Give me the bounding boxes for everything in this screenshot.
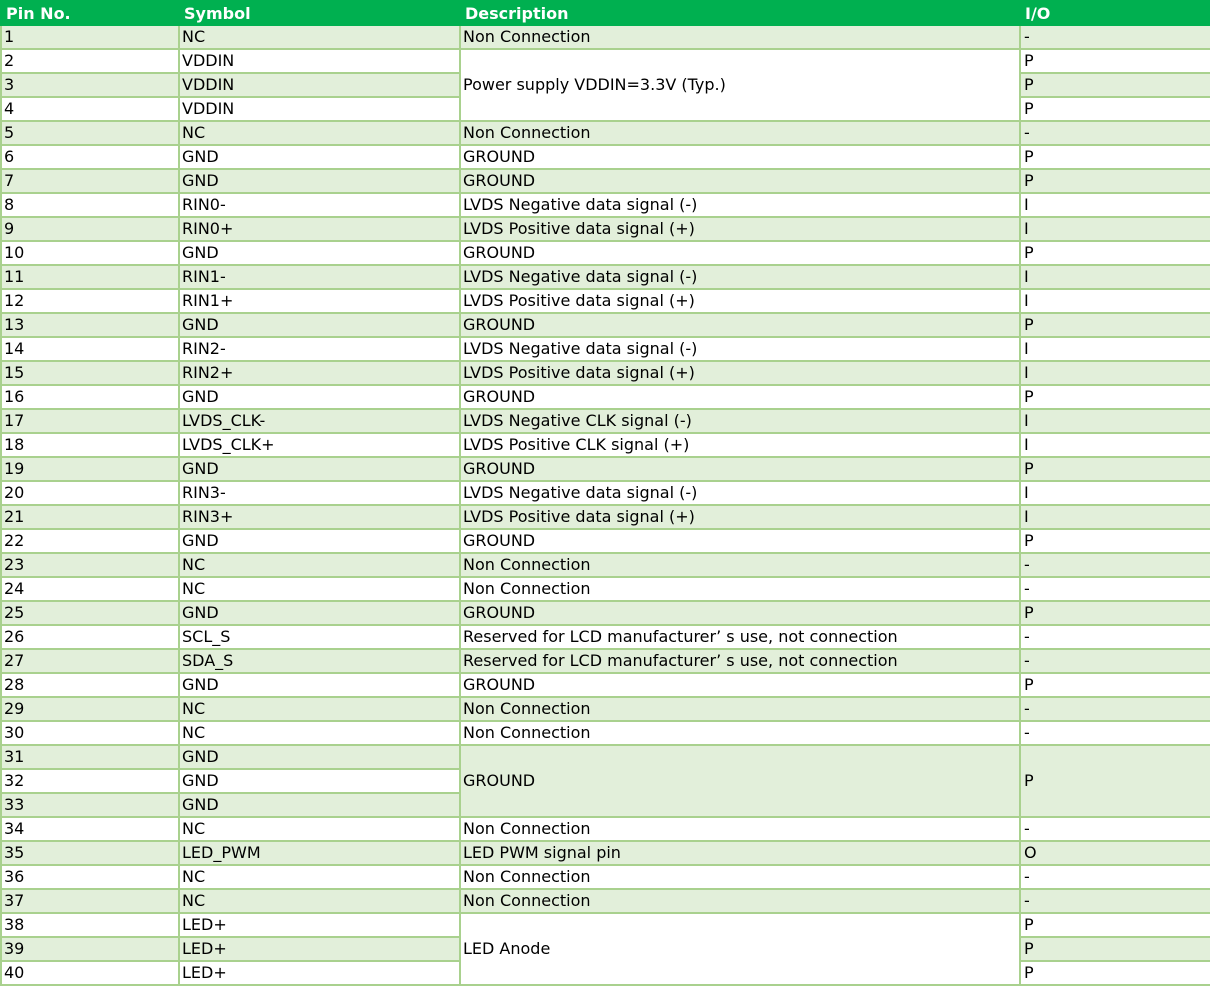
io-cell: P — [1020, 145, 1210, 169]
table-row — [1, 265, 1210, 289]
table-row — [1, 745, 1210, 769]
symbol-cell: GND — [179, 601, 460, 625]
description-cell: Non Connection — [460, 721, 1020, 745]
io-cell: - — [1020, 649, 1210, 673]
io-cell: I — [1020, 217, 1210, 241]
symbol-cell: NC — [179, 889, 460, 913]
io-cell: - — [1020, 577, 1210, 601]
table-row — [1, 673, 1210, 697]
description-cell: Power supply VDDIN=3.3V (Typ.) — [460, 49, 1020, 121]
table-row — [1, 25, 1210, 49]
symbol-cell: LVDS_CLK+ — [179, 433, 460, 457]
io-cell: P — [1020, 745, 1210, 817]
io-cell: P — [1020, 97, 1210, 121]
pin-number-cell: 1 — [1, 25, 179, 49]
table-row — [1, 193, 1210, 217]
header-io: I/O — [1020, 1, 1210, 25]
symbol-cell: GND — [179, 793, 460, 817]
description-cell: LVDS Negative data signal (-) — [460, 265, 1020, 289]
symbol-cell: VDDIN — [179, 97, 460, 121]
description-cell: GROUND — [460, 601, 1020, 625]
pin-number-cell: 32 — [1, 769, 179, 793]
table-row — [1, 145, 1210, 169]
description-cell: GROUND — [460, 145, 1020, 169]
pin-number-cell: 33 — [1, 793, 179, 817]
description-cell: Non Connection — [460, 865, 1020, 889]
io-cell: - — [1020, 817, 1210, 841]
description-cell: Reserved for LCD manufacturer’ s use, not connection — [460, 625, 1020, 649]
description-cell: GROUND — [460, 745, 1020, 817]
description-cell: LVDS Negative CLK signal (-) — [460, 409, 1020, 433]
pin-number-cell: 11 — [1, 265, 179, 289]
io-cell: - — [1020, 865, 1210, 889]
table-row — [1, 337, 1210, 361]
pin-number-cell: 6 — [1, 145, 179, 169]
pin-number-cell: 2 — [1, 49, 179, 73]
table-row — [1, 217, 1210, 241]
io-cell: P — [1020, 529, 1210, 553]
io-cell: I — [1020, 265, 1210, 289]
description-cell: LVDS Positive data signal (+) — [460, 505, 1020, 529]
io-cell: P — [1020, 49, 1210, 73]
pin-number-cell: 37 — [1, 889, 179, 913]
io-cell: I — [1020, 337, 1210, 361]
io-cell: P — [1020, 385, 1210, 409]
symbol-cell: GND — [179, 145, 460, 169]
table-row — [1, 169, 1210, 193]
table-row — [1, 865, 1210, 889]
io-cell: P — [1020, 169, 1210, 193]
symbol-cell: GND — [179, 673, 460, 697]
pin-number-cell: 23 — [1, 553, 179, 577]
pin-number-cell: 39 — [1, 937, 179, 961]
symbol-cell: RIN2- — [179, 337, 460, 361]
symbol-cell: NC — [179, 697, 460, 721]
io-cell: P — [1020, 937, 1210, 961]
description-cell: Non Connection — [460, 25, 1020, 49]
description-cell: GROUND — [460, 241, 1020, 265]
description-cell: GROUND — [460, 169, 1020, 193]
symbol-cell: SCL_S — [179, 625, 460, 649]
description-cell: LVDS Positive data signal (+) — [460, 289, 1020, 313]
description-cell: LVDS Positive data signal (+) — [460, 217, 1020, 241]
io-cell: P — [1020, 313, 1210, 337]
table-row — [1, 505, 1210, 529]
pin-number-cell: 29 — [1, 697, 179, 721]
pin-number-cell: 20 — [1, 481, 179, 505]
symbol-cell: NC — [179, 577, 460, 601]
io-cell: - — [1020, 553, 1210, 577]
pin-number-cell: 16 — [1, 385, 179, 409]
pin-number-cell: 25 — [1, 601, 179, 625]
table-row — [1, 697, 1210, 721]
symbol-cell: LVDS_CLK- — [179, 409, 460, 433]
io-cell: - — [1020, 25, 1210, 49]
pin-number-cell: 35 — [1, 841, 179, 865]
table-header — [1, 1, 1210, 25]
symbol-cell: RIN0+ — [179, 217, 460, 241]
pin-number-cell: 3 — [1, 73, 179, 97]
description-cell: Reserved for LCD manufacturer’ s use, not connection — [460, 649, 1020, 673]
header-description: Description — [460, 1, 1020, 25]
description-cell: Non Connection — [460, 553, 1020, 577]
io-cell: P — [1020, 961, 1210, 985]
table-row — [1, 289, 1210, 313]
symbol-cell: NC — [179, 121, 460, 145]
description-cell: GROUND — [460, 529, 1020, 553]
symbol-cell: GND — [179, 241, 460, 265]
table-row — [1, 841, 1210, 865]
symbol-cell: GND — [179, 169, 460, 193]
pin-number-cell: 17 — [1, 409, 179, 433]
description-cell: LVDS Negative data signal (-) — [460, 337, 1020, 361]
symbol-cell: VDDIN — [179, 49, 460, 73]
table-row — [1, 649, 1210, 673]
table-row — [1, 313, 1210, 337]
description-cell: GROUND — [460, 313, 1020, 337]
table-row — [1, 433, 1210, 457]
table-row — [1, 409, 1210, 433]
table-row — [1, 913, 1210, 937]
pin-number-cell: 13 — [1, 313, 179, 337]
description-cell: LVDS Negative data signal (-) — [460, 481, 1020, 505]
pin-number-cell: 38 — [1, 913, 179, 937]
table-row — [1, 601, 1210, 625]
pin-number-cell: 15 — [1, 361, 179, 385]
pin-number-cell: 40 — [1, 961, 179, 985]
table-row — [1, 241, 1210, 265]
pin-number-cell: 31 — [1, 745, 179, 769]
io-cell: - — [1020, 889, 1210, 913]
symbol-cell: RIN2+ — [179, 361, 460, 385]
pin-number-cell: 9 — [1, 217, 179, 241]
io-cell: I — [1020, 409, 1210, 433]
io-cell: P — [1020, 457, 1210, 481]
description-cell: Non Connection — [460, 121, 1020, 145]
io-cell: P — [1020, 73, 1210, 97]
symbol-cell: GND — [179, 313, 460, 337]
io-cell: I — [1020, 433, 1210, 457]
table-row — [1, 481, 1210, 505]
pin-number-cell: 4 — [1, 97, 179, 121]
io-cell: - — [1020, 625, 1210, 649]
io-cell: - — [1020, 121, 1210, 145]
table-row — [1, 361, 1210, 385]
symbol-cell: SDA_S — [179, 649, 460, 673]
header-row — [1, 1, 1210, 25]
description-cell: LVDS Positive data signal (+) — [460, 361, 1020, 385]
symbol-cell: NC — [179, 865, 460, 889]
header-pin-no: Pin No. — [1, 1, 179, 25]
description-cell: GROUND — [460, 457, 1020, 481]
description-cell: LED PWM signal pin — [460, 841, 1020, 865]
symbol-cell: RIN3+ — [179, 505, 460, 529]
symbol-cell: RIN1- — [179, 265, 460, 289]
symbol-cell: GND — [179, 385, 460, 409]
symbol-cell: RIN1+ — [179, 289, 460, 313]
pin-number-cell: 28 — [1, 673, 179, 697]
table-row — [1, 817, 1210, 841]
pin-number-cell: 14 — [1, 337, 179, 361]
pin-number-cell: 26 — [1, 625, 179, 649]
description-cell: LVDS Positive CLK signal (+) — [460, 433, 1020, 457]
table-row — [1, 577, 1210, 601]
description-cell: Non Connection — [460, 889, 1020, 913]
io-cell: P — [1020, 241, 1210, 265]
symbol-cell: NC — [179, 25, 460, 49]
table-body — [1, 25, 1210, 985]
table-row — [1, 625, 1210, 649]
description-cell: Non Connection — [460, 697, 1020, 721]
table-row — [1, 49, 1210, 73]
table-row — [1, 529, 1210, 553]
symbol-cell: GND — [179, 745, 460, 769]
io-cell: P — [1020, 913, 1210, 937]
io-cell: I — [1020, 361, 1210, 385]
pin-number-cell: 21 — [1, 505, 179, 529]
table-row — [1, 121, 1210, 145]
pin-number-cell: 7 — [1, 169, 179, 193]
symbol-cell: GND — [179, 529, 460, 553]
io-cell: P — [1020, 673, 1210, 697]
symbol-cell: RIN3- — [179, 481, 460, 505]
symbol-cell: LED+ — [179, 961, 460, 985]
description-cell: Non Connection — [460, 817, 1020, 841]
pin-number-cell: 24 — [1, 577, 179, 601]
pin-number-cell: 12 — [1, 289, 179, 313]
pin-number-cell: 18 — [1, 433, 179, 457]
pin-number-cell: 27 — [1, 649, 179, 673]
table-row — [1, 721, 1210, 745]
pin-number-cell: 34 — [1, 817, 179, 841]
symbol-cell: GND — [179, 769, 460, 793]
table-row — [1, 385, 1210, 409]
description-cell: GROUND — [460, 673, 1020, 697]
symbol-cell: NC — [179, 721, 460, 745]
description-cell: Non Connection — [460, 577, 1020, 601]
description-cell: LVDS Negative data signal (-) — [460, 193, 1020, 217]
io-cell: P — [1020, 601, 1210, 625]
io-cell: I — [1020, 505, 1210, 529]
io-cell: I — [1020, 289, 1210, 313]
pin-number-cell: 30 — [1, 721, 179, 745]
table-row — [1, 889, 1210, 913]
pin-number-cell: 10 — [1, 241, 179, 265]
symbol-cell: VDDIN — [179, 73, 460, 97]
io-cell: - — [1020, 697, 1210, 721]
pin-number-cell: 8 — [1, 193, 179, 217]
symbol-cell: LED+ — [179, 937, 460, 961]
pin-number-cell: 5 — [1, 121, 179, 145]
io-cell: I — [1020, 193, 1210, 217]
pin-number-cell: 36 — [1, 865, 179, 889]
header-symbol: Symbol — [179, 1, 460, 25]
table-row — [1, 457, 1210, 481]
pin-number-cell: 19 — [1, 457, 179, 481]
table-row — [1, 553, 1210, 577]
pin-number-cell: 22 — [1, 529, 179, 553]
description-cell: GROUND — [460, 385, 1020, 409]
symbol-cell: RIN0- — [179, 193, 460, 217]
symbol-cell: LED+ — [179, 913, 460, 937]
io-cell: O — [1020, 841, 1210, 865]
io-cell: - — [1020, 721, 1210, 745]
symbol-cell: LED_PWM — [179, 841, 460, 865]
description-cell: LED Anode — [460, 913, 1020, 985]
symbol-cell: NC — [179, 817, 460, 841]
io-cell: I — [1020, 481, 1210, 505]
symbol-cell: NC — [179, 553, 460, 577]
symbol-cell: GND — [179, 457, 460, 481]
